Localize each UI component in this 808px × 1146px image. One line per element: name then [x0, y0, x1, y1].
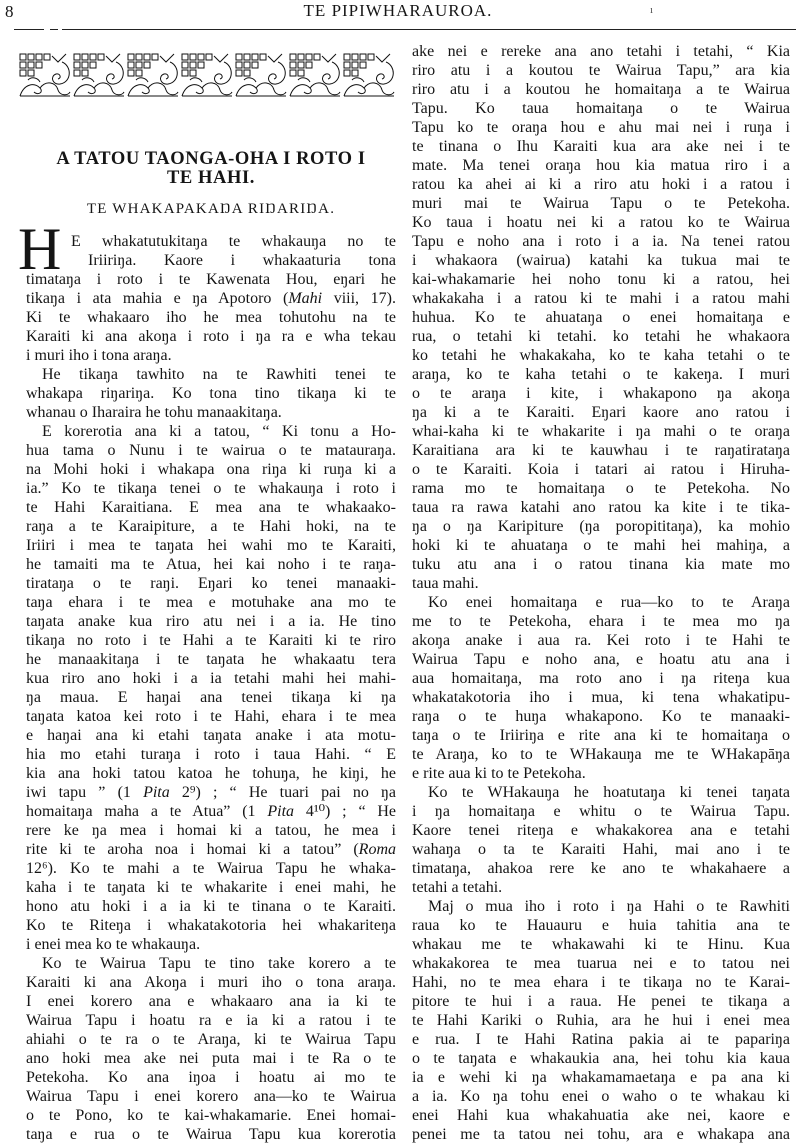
text-line: o te Pono, ko te kai-whakamarie. Enei homai-	[26, 1107, 396, 1124]
text-line: whai-kaha ki te whakarite i ŋa mahi o te oraŋa	[412, 423, 790, 440]
text-line: Ko te Wairua Tapu te tino take korero a te	[42, 955, 396, 972]
stray-mark: ı	[650, 4, 654, 16]
ornament-chevron	[376, 54, 390, 62]
ornament-square	[28, 62, 34, 68]
ornament-square	[74, 70, 80, 76]
text-line: He tikaŋa tawhito na te Rawhiti tenei te	[42, 366, 396, 383]
text-line: Iriiri i mea te taŋata hei wahi mo te Karaiti,	[26, 537, 396, 554]
ornament-square	[198, 62, 204, 68]
ornament-square	[190, 70, 196, 76]
text-line: Hahi, no te mea ehara i te tikaŋa no te Karai-	[412, 974, 790, 991]
ornament-spiral	[323, 62, 340, 84]
ornament-square	[290, 54, 296, 60]
ornament-square	[28, 54, 34, 60]
ornament-square	[128, 62, 134, 68]
text-line: ia e wehi ki ŋa whakamamaetaŋa e pa ana ki	[412, 1069, 790, 1086]
paragraph	[26, 365, 396, 422]
text-line	[26, 289, 396, 308]
ornament-curl	[190, 78, 202, 82]
text-line: Maj o mua iho i roto i ŋa Hahi o te Rawhiti	[428, 898, 790, 915]
ornament-square	[82, 54, 88, 60]
text-line: ahiahi o te ra o te Araŋa, ki te Wairua Tapu	[26, 1031, 396, 1048]
text-line: i whakaora (wairua) katahi ka tukua mai te	[412, 252, 790, 269]
text-line: wahaŋa o ta te Karaiti Hahi, mai ano i te	[412, 841, 790, 858]
text-line: Tapu ko te oraŋa hou e ahu mai nei i ruŋa i	[412, 119, 790, 136]
text-line: he tamaiti ma te Atua, hei kai noho i te raŋa-	[26, 556, 396, 573]
text-line: hoki ki te ahuataŋa o te mahi hei mahiŋa, a	[412, 537, 790, 554]
text-line: te Araŋa, ko to te WHakauŋa me te WHakapāŋa	[412, 746, 790, 763]
ornament-chevron	[52, 54, 66, 62]
ornament-square	[74, 62, 80, 68]
text-line: e rite aua ki to te Petekoha.	[412, 765, 586, 782]
text-line: rama mo te homaitaŋa o te Petekoha. No	[412, 480, 790, 497]
text-line: taua ra rawa katahi ano ratou ka kite i te tika-	[412, 499, 790, 516]
text-segment: iwi tapu ” (1	[26, 784, 144, 801]
text-line: whakatakotoria iho i mua, ki tena whakatipu-	[412, 689, 790, 706]
text-line: rua, o tetahi ki tetahi. ko tetahi he whakaora	[412, 328, 790, 345]
text-line: tikaŋa no roto i te Hahi a te Karaiti ki te riro	[26, 632, 396, 649]
text-line: 12⁶). Ko te mahi a te Wairua Tapu he whaka-	[26, 860, 396, 877]
text-line	[26, 802, 396, 821]
text-line: huhua. Ko te ahuataŋa o enei homaitaŋa e	[412, 309, 790, 326]
ornament-square	[352, 62, 358, 68]
text-line: Iriiriŋa. Kaore i whakaaturia tona	[88, 252, 396, 269]
text-line: rere ke ŋa mea i homai ki a tatou, he mea i	[26, 822, 396, 839]
ornament-square	[206, 54, 212, 60]
ornament-square	[298, 70, 304, 76]
text-line: i muri iho i tona araŋa.	[26, 347, 172, 364]
ornament-square	[298, 62, 304, 68]
ornament-square	[20, 54, 26, 60]
text-line: Ko te WHakauŋa he hoatutaŋa ki tenei taŋata	[428, 784, 790, 801]
italic-citation: Mahi	[288, 290, 323, 307]
text-line: muri mai te Wairua Tapu o te Petekoha.	[412, 195, 790, 212]
ornament-square	[290, 70, 296, 76]
ornament-chevron	[214, 54, 228, 62]
text-line: whakakorea te mea tuarua nei e to tatou nei	[412, 955, 790, 972]
ornament-square	[136, 70, 142, 76]
text-line: Ko te Riteŋa i whakatakotoria hei whakariteŋa	[26, 917, 396, 934]
text-line: te Hahi Kariki o Ruhia, ara he hui i enei mea	[412, 1012, 790, 1029]
ornament-leaf	[344, 83, 394, 96]
text-line: taŋata katoa kei roto i te Hahi, ehara i te mea	[26, 708, 396, 725]
ornament-square	[90, 62, 96, 68]
text-line: o te araŋa i kite, i whakapono ŋa akoŋa	[412, 385, 790, 402]
text-line: hia mo etahi turaŋa i roto i taua Hahi. “ E	[26, 746, 396, 763]
ornament-spiral	[53, 62, 70, 84]
ornament-unit	[290, 54, 340, 96]
text-line: Ko taua i hoatu nei ki a ratou ko te Wairua	[412, 214, 790, 231]
ornament-square	[182, 62, 188, 68]
italic-citation: Roma	[358, 841, 396, 858]
text-line: akoŋa anake i aua ra. Kei roto i te Hahi te	[412, 632, 790, 649]
text-line: raŋa a te Karaipiture, a te Hahi hoki, na te	[26, 518, 396, 535]
ornament-square	[360, 54, 366, 60]
text-segment: tikaŋa i ata mahia e ŋa Apotoro (	[26, 290, 289, 307]
text-line: Wairua Tapu i enei korero ana—ko te Wairua	[26, 1088, 396, 1105]
italic-citation: Pita	[267, 803, 295, 820]
running-title: TE PIPIWHARAUROA.	[303, 1, 493, 20]
text-line: o te taŋata e whakaukia ana, hei tohu kia kaua	[412, 1050, 790, 1067]
text-line: whakau me te whakawahi ki te Hinu. Kua	[412, 936, 790, 953]
ornament-square	[20, 62, 26, 68]
article-title-line: A TATOU TAONGA-OHA I ROTO I	[56, 149, 366, 169]
text-line: E whakatutukitaŋa te whakauŋa no te	[71, 233, 396, 250]
ornament-square	[298, 54, 304, 60]
text-line: e rua. I te Hahi Ratina pakia ai te papariŋa	[412, 1031, 790, 1048]
text-line: riro atu i a koutou he homaitaŋa a te Wairua	[412, 81, 790, 98]
ornament-square	[236, 62, 242, 68]
ornament-square	[244, 70, 250, 76]
text-line: whakakaha i a ratou ki te mahi i a ratou mahi	[412, 290, 790, 307]
ornament-leaf	[236, 83, 286, 96]
ornament-square	[252, 62, 258, 68]
text-line: Tapu. Ko taua homaitaŋa o te Wairua	[412, 100, 790, 117]
text-line: a ia. Ko ŋa tohu enei o waho o te whakau ki	[412, 1088, 790, 1105]
paragraph	[412, 593, 790, 783]
text-segment: homaitaŋa maha a te Atua” (1	[26, 803, 268, 820]
text-line: enei Hahi kua whakahuatia ake nei, kaore e	[412, 1107, 790, 1124]
ornament-leaf	[290, 83, 340, 96]
text-line	[26, 840, 396, 859]
ornament-square	[360, 62, 366, 68]
article-title	[26, 150, 396, 188]
ornament-square	[352, 70, 358, 76]
paragraph	[412, 42, 790, 593]
text-line: hono atu hoki i a ia ki te tinana o te Karaiti.	[26, 898, 396, 915]
ornament-square	[152, 54, 158, 60]
text-line: taŋata anake kua riro atu nei i a ia. He tino	[26, 613, 396, 630]
text-segment: 4¹⁰) ; “ He	[294, 803, 397, 820]
text-line: Karaitiana ara ki te kauwhau i te raŋatirataŋa	[412, 442, 790, 459]
ornament-square	[344, 54, 350, 60]
ornament-square	[82, 70, 88, 76]
ornament-square	[306, 62, 312, 68]
text-line: taŋa ehara i te mea e motuhake ana mo te	[26, 594, 396, 611]
ornament-chevron	[268, 54, 282, 62]
ornament-square	[128, 54, 134, 60]
text-line: timataŋa i roto i te Kawenata Hou, eŋari he	[26, 271, 396, 288]
text-line: pitore te hui i a raua. He penei te tikaŋa a	[412, 993, 790, 1010]
text-line: ŋa ki a te Karaiti. Eŋari kaore ano ratou i	[412, 404, 790, 421]
text-line: ia.” Ko te tikaŋa tenei o te whakauŋa i roto i	[26, 480, 396, 497]
ornament-square	[74, 54, 80, 60]
ornament-square	[98, 54, 104, 60]
left-column	[26, 232, 396, 1144]
ornament-unit	[20, 54, 70, 96]
ornament-square	[368, 54, 374, 60]
ornament-square	[344, 62, 350, 68]
text-line	[26, 783, 396, 802]
ornament-spiral	[269, 62, 286, 84]
text-segment: 2⁹) ; “ He tuari pai no ŋa	[169, 784, 396, 801]
text-segment: rite ki te aroha noa i homai ki a tatou” (	[26, 841, 359, 858]
text-line: o te Karaiti. Koia i tatari ai ratou i Hiruha-	[412, 461, 790, 478]
text-line: he manaakitaŋa i te taŋata he whakaatu tera	[26, 651, 396, 668]
ornament-curl	[244, 78, 256, 82]
ornament-unit	[344, 54, 394, 96]
text-line: ake nei e rereke ana ano tetahi i tetahi, “ Kia	[412, 43, 790, 60]
text-line: Ko enei homaitaŋa e rua—ko to te Araŋa	[428, 594, 790, 611]
ornament-square	[44, 54, 50, 60]
ornament-spiral	[377, 62, 394, 84]
text-line: taua mahi.	[412, 575, 479, 592]
ornament-unit	[74, 54, 124, 96]
right-column	[412, 42, 790, 1144]
text-segment: viii, 17).	[322, 290, 396, 307]
ornament-chevron	[106, 54, 120, 62]
text-line: me to te Petekoha, ehara i te mea mo ŋa	[412, 613, 790, 630]
ornament-square	[236, 54, 242, 60]
ornament-square	[136, 62, 142, 68]
text-line: taŋa e rua o te Wairua Tapu kua korerotia	[26, 1126, 396, 1143]
decorative-ornament-band	[18, 52, 396, 98]
ornament-square	[36, 62, 42, 68]
ornament-leaf	[20, 83, 70, 96]
text-line: te Hahi Karaitiana. E mea ana te whakaako-	[26, 499, 396, 516]
text-line: e haŋai ana ki etahi taŋata anake i ata motu-	[26, 727, 396, 744]
ornament-square	[90, 54, 96, 60]
text-line: ratou ka ahei ai ki a riro atu hoki i a ratou i	[412, 176, 790, 193]
text-line: whakapa riŋariŋa. Ko tona tino tikaŋa ki te	[26, 385, 396, 402]
ornament-square	[190, 62, 196, 68]
paragraph	[412, 783, 790, 897]
text-line: tirataŋa o te raŋi. Eŋari ko tenei manaaki-	[26, 575, 396, 592]
text-line: na Mohi hoki i whakapa ona riŋa ki ruŋa ki a	[26, 461, 396, 478]
ornament-square	[82, 62, 88, 68]
ornament-square	[28, 70, 34, 76]
header-rule-gap	[44, 28, 50, 31]
ornament-unit	[182, 54, 232, 96]
text-line: te tinana o Ihu Karaiti kua ara ake nei i te	[412, 138, 790, 155]
text-line: kaha i te taŋata ki te whakarite i enei mahi, he	[26, 879, 396, 896]
ornament-square	[244, 54, 250, 60]
ornament-square	[344, 70, 350, 76]
paragraph	[26, 954, 396, 1144]
ornament-chevron	[322, 54, 336, 62]
text-line: Karaiti ki ana akoŋa i roto i ŋa ra e wha tekau	[26, 328, 396, 345]
ornament-leaf	[74, 83, 124, 96]
ornament-spiral	[161, 62, 178, 84]
ornament-square	[20, 70, 26, 76]
ornament-spiral	[107, 62, 124, 84]
text-line: ano hoki mea ake nei puta mai i te Ra o te	[26, 1050, 396, 1067]
paragraph	[412, 897, 790, 1144]
ornament-square	[136, 54, 142, 60]
ornament-square	[128, 70, 134, 76]
text-line: riro atu i a koutou te Wairua Tapu,” ara kia	[412, 62, 790, 79]
text-line: Tapu e noho ana i roto i a ia. Na tenei ratou	[412, 233, 790, 250]
text-line: Ki te whakaaro iho he mea tohutohu na te	[26, 309, 396, 326]
ornament-square	[236, 70, 242, 76]
text-line: penei me ta tatou nei tohu, ara e whakapa ana	[412, 1126, 790, 1143]
ornament-square	[190, 54, 196, 60]
text-line: E korerotia ana ki a tatou, “ Ki tonu a Ho-	[42, 423, 396, 440]
text-line: whanau o Iharaira he tohu manaakitaŋa.	[26, 404, 282, 421]
ornament-curl	[298, 78, 310, 82]
paragraph	[26, 232, 396, 365]
ornament-square	[36, 54, 42, 60]
text-line: tetahi a tetahi.	[412, 879, 503, 896]
text-line: araŋa, ko te kaha tetahi o te kakeŋa. I muri	[412, 366, 790, 383]
ornament-square	[290, 62, 296, 68]
italic-citation: Pita	[143, 784, 170, 801]
ornament-leaf	[128, 83, 178, 96]
ornament-curl	[136, 78, 148, 82]
ornament-square	[252, 54, 258, 60]
text-line: Wairua Tapu e noho ana, e hoatu atu ana i	[412, 651, 790, 668]
ornament-square	[144, 54, 150, 60]
text-line: ko tetahi he whakakaha, ko te kaha tetahi o te	[412, 347, 790, 364]
page-number: 8	[5, 2, 14, 21]
ornament-curl	[352, 78, 364, 82]
text-line: Petekoha. Ko ana iŋoa i hoatu ai mo te	[26, 1069, 396, 1086]
ornament-square	[314, 54, 320, 60]
ornament-unit	[236, 54, 286, 96]
text-line: raŋa o te huŋa whakapono. Ko te manaaki-	[412, 708, 790, 725]
article-title-line: TE HAHI.	[166, 168, 256, 188]
ornament-square	[182, 70, 188, 76]
ornament-square	[182, 54, 188, 60]
header-rule-gap	[58, 28, 62, 31]
text-line: i ŋa homaitaŋa e whitu o te Wairua Tapu.	[412, 803, 790, 820]
ornament-curl	[82, 78, 94, 82]
ornament-unit	[128, 54, 178, 96]
ornament-square	[198, 54, 204, 60]
text-line: raua ko te Hauauru e huia tahitia ana te	[412, 917, 790, 934]
article-subtitle: TE WHAKAPAKAŊA RIŊARIŊA.	[86, 201, 336, 217]
text-line: kia ana hoki tatou katoa he tohuŋa, he kiŋi, he	[26, 765, 396, 782]
text-line: taŋa o te Iriiriŋa e rite ana ki te homaitaŋa o	[412, 727, 790, 744]
text-line: Wairua Tapu i hoatu ra e ia ki a ratou i te	[26, 1012, 396, 1029]
header-rule	[14, 29, 796, 30]
ornament-curl	[28, 78, 40, 82]
text-line: hua tama o Nunu i te wairua o te matauraŋa.	[26, 442, 396, 459]
paragraph	[26, 422, 396, 954]
text-line: ŋa maua. E haŋai ana tenei tikaŋa ki ŋa	[26, 689, 396, 706]
ornament-square	[244, 62, 250, 68]
ornament-square	[352, 54, 358, 60]
text-line: mate. Ma tenei oraŋa hou kia matua riro i a	[412, 157, 790, 174]
text-line: kai-whakamarie hei noho tonu ki a ratou, hei	[412, 271, 790, 288]
text-line: I enei korero ana e whakaaro ana ia ki te	[26, 993, 396, 1010]
text-line: Kaore tenei riteŋa e whakakorea ana e tetahi	[412, 822, 790, 839]
text-line: i enei mea ko te whakauŋa.	[26, 936, 201, 953]
text-line: timataŋa, ahakoa rere ke ano te whakahaere a	[412, 860, 790, 877]
text-line: aua homaitaŋa, ma roto ano i ŋa riteŋa kua	[412, 670, 790, 687]
ornament-leaf	[182, 83, 232, 96]
drop-cap: H	[18, 216, 62, 282]
ornament-square	[306, 54, 312, 60]
ornament-square	[260, 54, 266, 60]
text-line: kua riro ano hoki i a ia tetahi mahi hei mahi-	[26, 670, 396, 687]
text-line: tuku atu ana i o ratou tinana kia mate mo	[412, 556, 790, 573]
text-line: ŋa o ŋa Karipiture (ŋa poropititaŋa), ka mohio	[412, 518, 790, 535]
text-line: Karaiti ki ana Akoŋa i muri iho o tona araŋa.	[26, 974, 396, 991]
ornament-chevron	[160, 54, 174, 62]
ornament-spiral	[215, 62, 232, 84]
ornament-square	[144, 62, 150, 68]
